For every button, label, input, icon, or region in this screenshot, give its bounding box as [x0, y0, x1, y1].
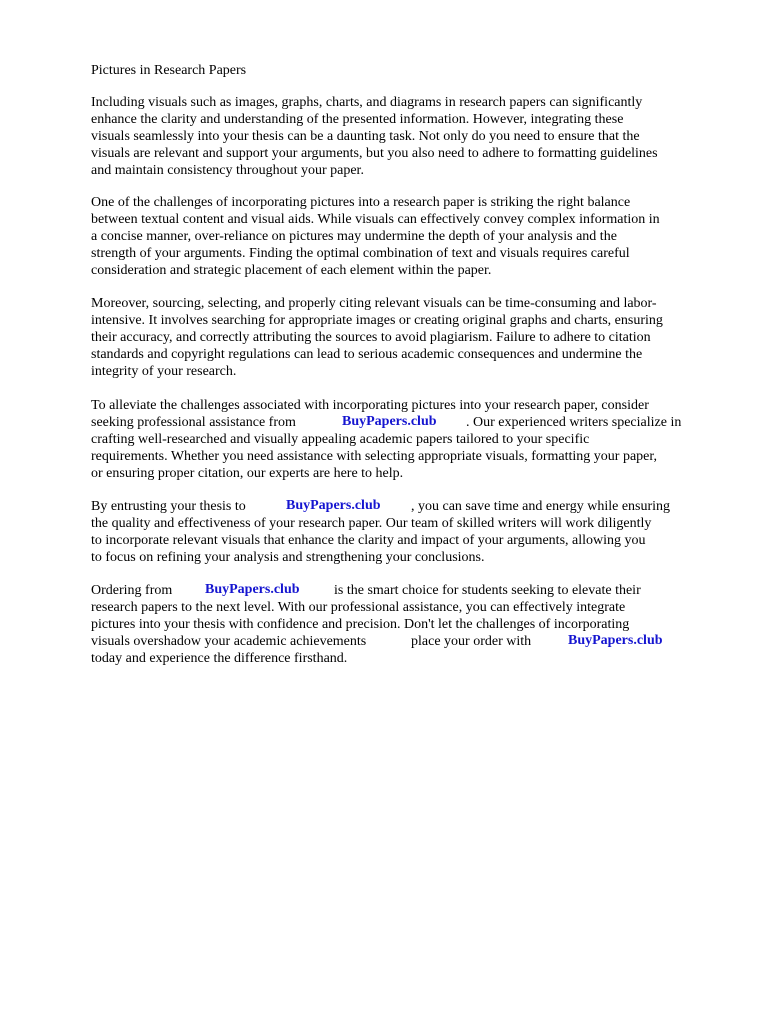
paragraph-5-line: to incorporate relevant visuals that enhance the clarity and impact of your arguments, allowing you [91, 533, 646, 548]
buypapers-link[interactable]: BuyPapers.club [342, 414, 437, 429]
buypapers-link[interactable]: BuyPapers.club [286, 498, 381, 513]
paragraph-3-line: integrity of your research. [91, 364, 237, 379]
paragraph-4-line: crafting well-researched and visually appealing academic papers tailored to your specific [91, 432, 590, 447]
paragraph-1-line: visuals seamlessly into your thesis can be a daunting task. Not only do you need to ensure that the [91, 129, 640, 144]
paragraph-6-line: pictures into your thesis with confidence and precision. Don't let the challenges of incorporating [91, 617, 630, 632]
paragraph-1-line: Including visuals such as images, graphs, charts, and diagrams in research papers can significantly [91, 95, 643, 110]
paragraph-6-line: place your order with [411, 634, 532, 649]
paragraph-2-line: consideration and strategic placement of each element within the paper. [91, 263, 492, 278]
paragraph-4-line: To alleviate the challenges associated with incorporating pictures into your research paper, consider [91, 398, 649, 413]
paragraph-1-line: visuals are relevant and support your arguments, but you also need to adhere to formatting guidelines [91, 146, 658, 161]
paragraph-3-line: Moreover, sourcing, selecting, and properly citing relevant visuals can be time-consuming and labor- [91, 296, 657, 311]
buypapers-link[interactable]: BuyPapers.club [568, 633, 663, 648]
paragraph-2-line: between textual content and visual aids. While visuals can effectively convey complex information in [91, 212, 660, 227]
paragraph-6-line: research papers to the next level. With our professional assistance, you can effectively integrate [91, 600, 626, 615]
paragraph-3-line: intensive. It involves searching for appropriate images or creating original graphs and charts, ensuring [91, 313, 663, 328]
buypapers-link[interactable]: BuyPapers.club [205, 582, 300, 597]
paragraph-6-line: Ordering from [91, 583, 173, 598]
paragraph-5-line: , you can save time and energy while ensuring [411, 499, 671, 514]
paragraph-4-line: requirements. Whether you need assistance with selecting appropriate visuals, formatting your paper, [91, 449, 658, 464]
paragraph-1-line: and maintain consistency throughout your paper. [91, 163, 364, 178]
paragraph-4-line: or ensuring proper citation, our experts are here to help. [91, 466, 404, 481]
paragraph-6-line: today and experience the difference firsthand. [91, 651, 348, 666]
document-title: Pictures in Research Papers [91, 63, 247, 78]
paragraph-6-line: is the smart choice for students seeking to elevate their [334, 583, 641, 598]
paragraph-6-line: visuals overshadow your academic achievements [91, 634, 367, 649]
paragraph-2-line: a concise manner, over-reliance on pictures may undermine the depth of your analysis and the [91, 229, 617, 244]
paragraph-4-line: seeking professional assistance from [91, 415, 296, 430]
paragraph-1-line: enhance the clarity and understanding of the presented information. However, integrating these [91, 112, 624, 127]
paragraph-3-line: their accuracy, and correctly attributing the sources to avoid plagiarism. Failure to adhere to citation [91, 330, 651, 345]
paragraph-5-line: to focus on refining your analysis and strengthening your conclusions. [91, 550, 485, 565]
paragraph-3-line: standards and copyright regulations can lead to serious academic consequences and undermine the [91, 347, 643, 362]
paragraph-5-line: the quality and effectiveness of your research paper. Our team of skilled writers will work diligently [91, 516, 652, 531]
paragraph-2-line: One of the challenges of incorporating pictures into a research paper is striking the right balance [91, 195, 631, 210]
paragraph-2-line: strength of your arguments. Finding the optimal combination of text and visuals requires careful [91, 246, 630, 261]
paragraph-5-line: By entrusting your thesis to [91, 499, 246, 514]
paragraph-4-line: . Our experienced writers specialize in [466, 415, 682, 430]
